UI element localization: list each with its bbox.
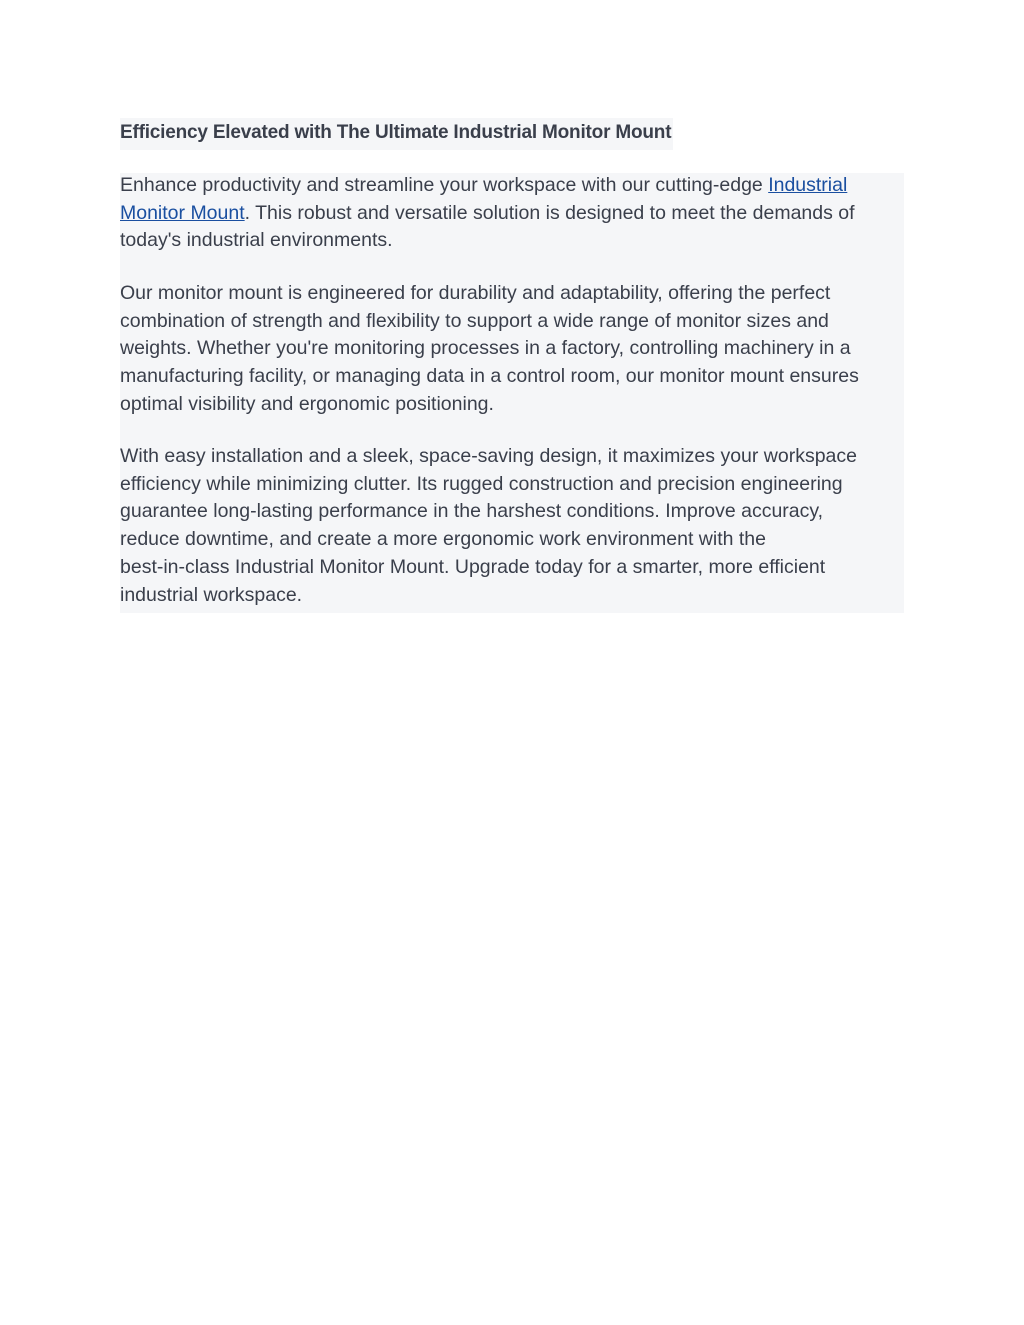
paragraph-line: Our monitor mount is engineered for durability and adaptability, offering the perfect — [120, 282, 831, 304]
paragraph-line: guarantee long-lasting performance in the harshest conditions. Improve accuracy, — [120, 500, 824, 523]
paragraph-line: manufacturing facility, or managing data in a control room, our monitor mount ensures — [120, 365, 859, 388]
paragraph-installation — [120, 443, 900, 609]
link-text-line-2[interactable]: Monitor Mount — [120, 201, 245, 224]
paragraph-line: best-in-class Industrial Monitor Mount. Upgrade today for a smarter, more efficient — [120, 555, 826, 578]
paragraph-intro — [120, 172, 900, 255]
paragraph-line: optimal visibility and ergonomic positioning. — [120, 392, 494, 415]
paragraph-line: reduce downtime, and create a more ergonomic work environment with the — [120, 528, 766, 551]
link-text-line-1[interactable]: Industrial — [768, 174, 848, 196]
paragraph-line: weights. Whether you're monitoring processes in a factory, controlling machinery in a — [120, 337, 851, 360]
page-title: Efficiency Elevated with The Ultimate Industrial Monitor Mount — [120, 122, 672, 143]
content-highlight-block — [120, 173, 904, 613]
paragraph-line: combination of strength and flexibility to support a wide range of monitor sizes and — [120, 309, 829, 332]
paragraph-line: With easy installation and a sleek, space-saving design, it maximizes your workspace — [120, 445, 858, 467]
paragraph-durability — [120, 280, 900, 419]
paragraph-intro-text: . This robust and versatile solution is designed to meet the demands of — [244, 201, 855, 224]
paragraph-line: industrial workspace. — [120, 583, 303, 606]
paragraph-intro-text: today's industrial environments. — [120, 229, 393, 252]
title-highlight — [120, 118, 673, 150]
paragraph-intro-text: Enhance productivity and streamline your workspace with our cutting-edge — [120, 174, 769, 196]
paragraph-line: efficiency while minimizing clutter. Its rugged construction and precision engineering — [120, 472, 843, 495]
